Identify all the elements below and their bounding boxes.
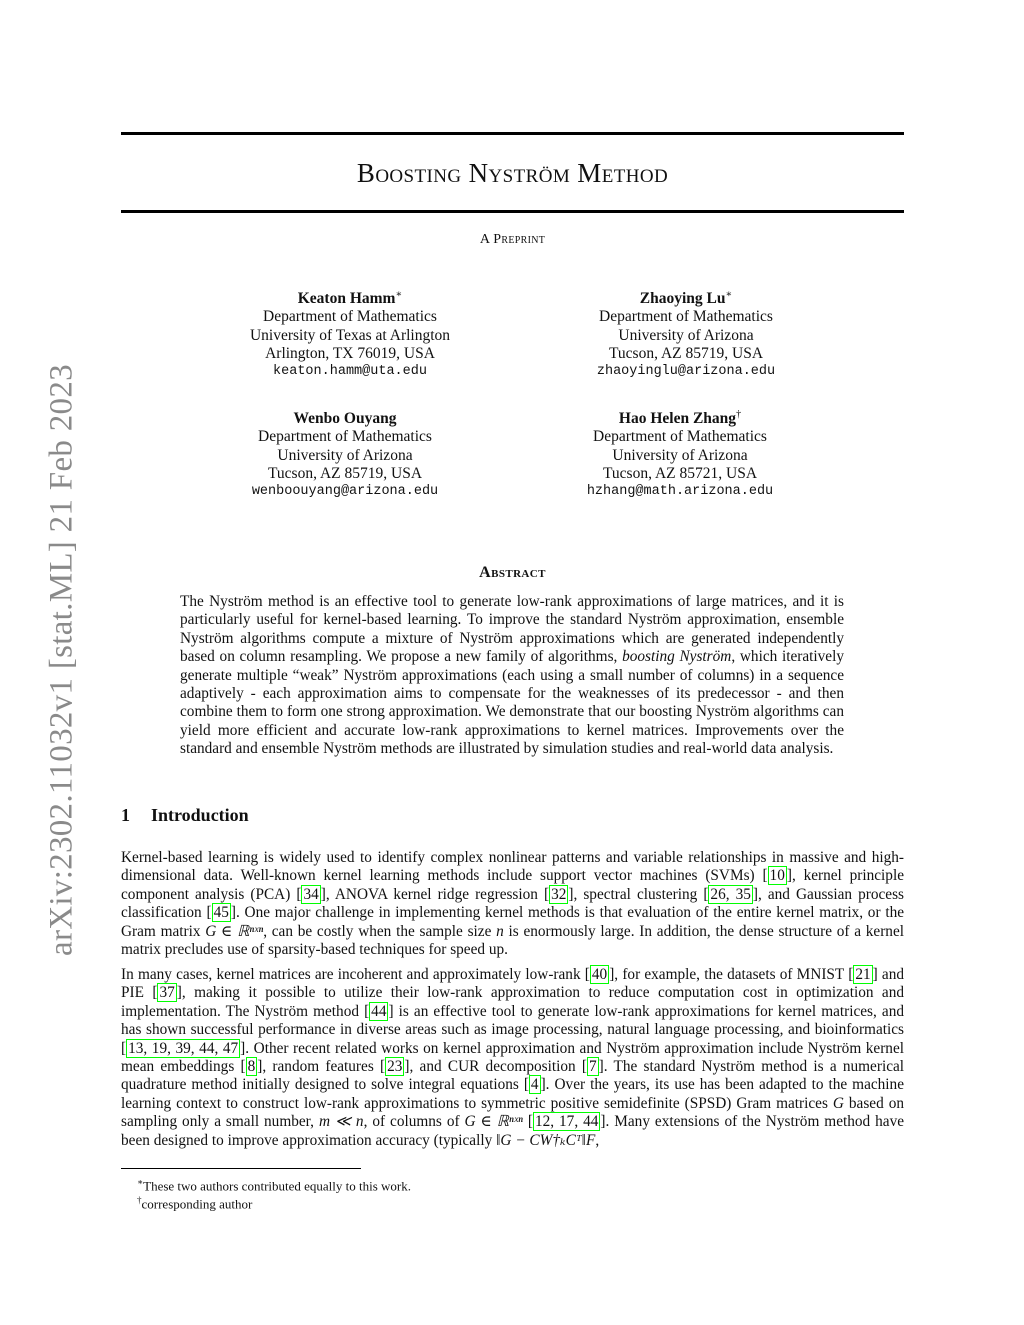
- citation-link[interactable]: 26, 35: [710, 885, 751, 903]
- footnote-text: corresponding author: [141, 1196, 253, 1212]
- text: Kernel-based learning is widely used to identify complex nonlinear patterns and variable relationships in massive and high-dimensional data. Well-known kernel learning methods include support vector machines (SVMs) [: [121, 849, 904, 885]
- text: ,: [595, 1131, 600, 1149]
- author-name: Hao Helen Zhang: [618, 410, 737, 428]
- author-univ: University of Arizona: [612, 446, 748, 464]
- author-email[interactable]: hzhang@math.arizona.edu: [586, 484, 774, 500]
- preprint-label: A Preprint: [479, 232, 546, 247]
- abstract-emphasis: boosting Nyström: [622, 648, 732, 666]
- text: ], and Gaussian process classification [: [121, 885, 904, 922]
- text: ]. Over the years, its use has been adapted to the machine learning context to construct low-rank approximations to symmetric positive semidefinite (SPSD) Gram matrices: [121, 1076, 904, 1112]
- author-mark: ∗: [395, 289, 403, 300]
- text: , can be costly when the sample size: [263, 922, 497, 940]
- author-block-4: [530, 406, 830, 502]
- footnote-mark: ∗: [137, 1177, 144, 1187]
- author-addr: Tucson, AZ 85721, USA: [602, 465, 758, 483]
- citation-link[interactable]: 44: [371, 1002, 387, 1020]
- citation-link[interactable]: 32: [551, 885, 567, 903]
- citation-link[interactable]: 10: [769, 867, 785, 885]
- text: ]. Many extensions of the Nyström method have been designed to improve approximation accuracy (typically: [121, 1113, 905, 1149]
- text: ], making it possible to utilize their low-rank approximation to reduce computation cost in optimization and implementation. The Nyström method [: [121, 984, 904, 1020]
- text: ], spectral clustering [: [568, 885, 709, 903]
- author-mark: ∗: [725, 289, 733, 300]
- arxiv-stamp: arXiv:2302.11032v1 [stat.ML] 21 Feb 2023: [43, 364, 80, 956]
- citation-link[interactable]: 37: [159, 984, 175, 1002]
- footnote-mark: †: [137, 1195, 142, 1205]
- math-inline: ‖G − CW†ₖCᵀ‖F: [496, 1131, 596, 1149]
- text: based on sampling only a small number,: [121, 1094, 904, 1131]
- math-inline: m ≪ n: [318, 1113, 364, 1131]
- text: ] is an effective tool to generate low-rank approximations for kernel matrices, and has shown successful performance in diverse areas such as image processing, natural language processing, and bioinformatics [: [121, 1002, 904, 1057]
- math-inline: n: [496, 922, 504, 940]
- citation-link[interactable]: 8: [247, 1058, 256, 1076]
- citation-link[interactable]: 21: [855, 966, 871, 983]
- text: ], for example, the datasets of MNIST [: [609, 966, 854, 983]
- abstract-text: The Nyström method is an effective tool to generate low-rank approximations of large matrices, and it is particularly useful for kernel-based learning. To improve the standard Nyström approximation, ensemble Nyström algorithms compute a mixture of Nyström approximations which are generated independently based on column resampling. We propose a new family of algorithms,: [180, 593, 844, 666]
- author-name: Wenbo Ouyang: [293, 410, 397, 428]
- text: ]. Other recent related works on kernel approximation and Nyström approximation include Nyström kernel mean embeddings [: [121, 1039, 904, 1076]
- text: ]. The standard Nyström method is a numerical quadrature method initially designed to solve integral equations [: [121, 1058, 905, 1094]
- abstract-heading: Abstract: [479, 564, 546, 581]
- math-inline: G ∈ ℝⁿˣⁿ: [464, 1113, 523, 1131]
- text: ], and CUR decomposition [: [404, 1058, 587, 1076]
- author-email[interactable]: wenboouyang@arizona.edu: [251, 484, 439, 500]
- citation-link[interactable]: 13, 19, 39, 44, 47: [128, 1039, 239, 1057]
- text: , of columns of: [363, 1113, 465, 1131]
- citation-link[interactable]: 12, 17, 44: [534, 1113, 599, 1131]
- intro-paragraph-2: [121, 966, 904, 1150]
- text: ], ANOVA kernel ridge regression [: [320, 885, 550, 903]
- text: ]. One major challenge in implementing kernel methods is that evaluation of the entire kernel matrix, or the Gram matrix: [121, 904, 905, 940]
- section-heading: [121, 805, 249, 826]
- author-dept: Department of Mathematics: [258, 428, 432, 446]
- title-rule-bottom: [121, 210, 904, 213]
- title-rule-top: [121, 132, 904, 135]
- author-univ: University of Arizona: [618, 326, 754, 344]
- author-email[interactable]: keaton.hamm@uta.edu: [273, 364, 427, 380]
- text: [: [522, 1113, 533, 1131]
- citation-link[interactable]: 40: [591, 966, 608, 983]
- text: is enormously large. In addition, the dense structure of a kernel matrix precludes use of sparsity-based techniques for speed up.: [121, 922, 904, 959]
- footnote-rule: [121, 1168, 361, 1169]
- citation-link[interactable]: 34: [303, 885, 319, 903]
- text: ] and PIE [: [121, 966, 904, 1002]
- intro-paragraph-1: [121, 849, 904, 959]
- author-univ: University of Texas at Arlington: [249, 326, 451, 344]
- citation-link[interactable]: 7: [588, 1058, 597, 1076]
- text: ], kernel principle component analysis (PCA) [: [121, 867, 904, 903]
- text: ], random features [: [257, 1058, 386, 1076]
- author-dept: Department of Mathematics: [593, 428, 767, 446]
- math-inline: G ∈ ℝⁿˣⁿ: [205, 922, 264, 940]
- author-email[interactable]: zhaoyinglu@arizona.edu: [596, 364, 776, 380]
- author-name: Zhaoying Lu: [639, 290, 726, 308]
- author-dept: Department of Mathematics: [599, 308, 773, 326]
- author-block-3: [195, 406, 495, 502]
- author-mark: †: [736, 409, 742, 420]
- math-inline: G: [832, 1094, 844, 1112]
- paper-title: Boosting Nyström Method: [356, 158, 669, 188]
- section-number: 1: [121, 805, 130, 825]
- citation-link[interactable]: 45: [213, 904, 229, 922]
- footnote-2: [137, 1192, 252, 1212]
- text: In many cases, kernel matrices are incoherent and approximately low-rank [: [121, 966, 590, 983]
- author-block-2: [536, 286, 836, 382]
- abstract-body: [180, 593, 844, 759]
- author-addr: Tucson, AZ 85719, USA: [608, 345, 764, 363]
- footnote-text: These two authors contributed equally to this work.: [143, 1178, 412, 1194]
- author-dept: Department of Mathematics: [263, 308, 437, 326]
- abstract-text: , which iteratively generate multiple “weak” Nyström approximations (each using a small number of columns) in a sequence adaptively - each approximation aims to compensate for the weaknesses of its predecessor - and then combine them to form one strong approximation. We demonstrate that our boosting Nyström algorithms can yield more efficient and accurate low-rank approximations to kernel matrices. Improvements over the standard and ensemble Nyström methods are illustrated by simulation studies and real-world data analysis.: [180, 648, 844, 758]
- author-block-1: [200, 286, 500, 382]
- author-addr: Tucson, AZ 85719, USA: [267, 465, 423, 483]
- section-title: Introduction: [151, 805, 249, 825]
- author-name: Keaton Hamm: [297, 290, 396, 308]
- citation-link[interactable]: 23: [387, 1058, 403, 1076]
- author-univ: University of Arizona: [277, 446, 413, 464]
- citation-link[interactable]: 4: [530, 1076, 539, 1094]
- author-addr: Arlington, TX 76019, USA: [265, 345, 435, 363]
